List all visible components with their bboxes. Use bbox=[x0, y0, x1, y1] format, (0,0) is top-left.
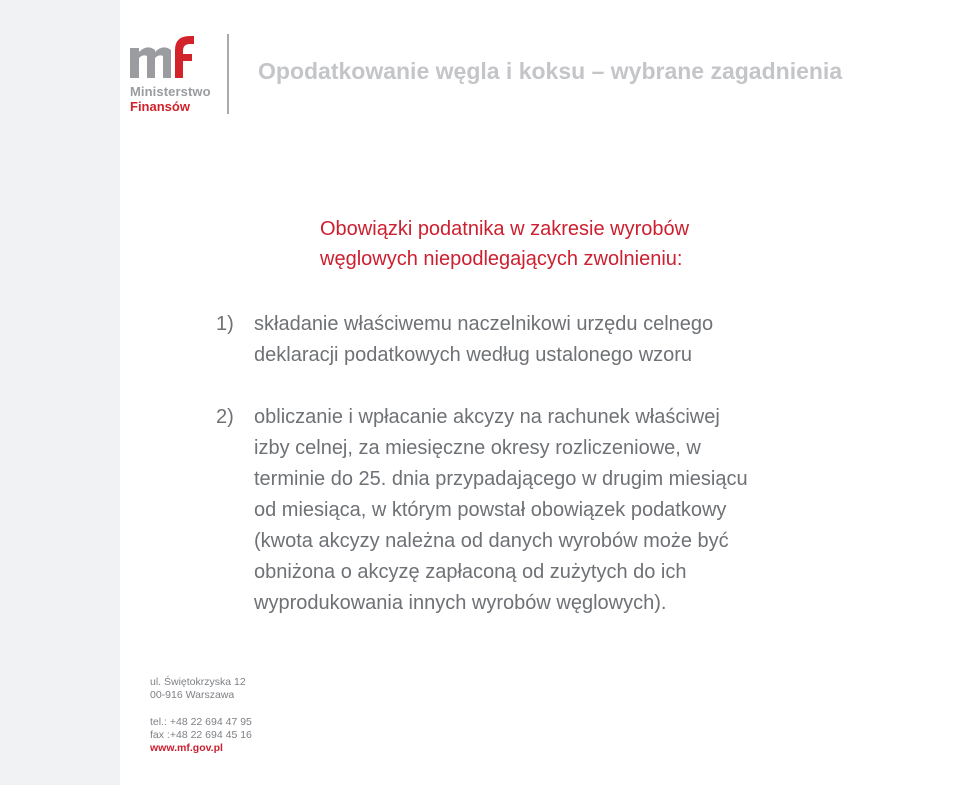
list-item-line: (kwota akcyzy należna od danych wyrobów może być bbox=[254, 530, 729, 552]
page-title: Opodatkowanie węgla i koksu – wybrane zagadnienia bbox=[258, 58, 843, 84]
section-heading-line-1: Obowiązki podatnika w zakresie wyrobów bbox=[320, 218, 690, 240]
logo-wordmark bbox=[130, 84, 211, 114]
footer-fax: fax :+48 22 694 45 16 bbox=[150, 729, 252, 741]
mf-logo-icon bbox=[128, 34, 198, 80]
logo-line-finansow: Finansów bbox=[130, 99, 190, 114]
logo-line-ministerstwo: Ministerstwo bbox=[130, 84, 211, 99]
list-item-line: deklaracji podatkowych według ustalonego wzoru bbox=[254, 344, 693, 366]
footer-spacer bbox=[150, 702, 252, 716]
list-item-line: od miesiąca, w którym powstał obowiązek podatkowy bbox=[254, 499, 727, 521]
footer-website-link[interactable]: www.mf.gov.pl bbox=[150, 742, 223, 754]
header-divider bbox=[227, 34, 229, 114]
ministry-logo bbox=[128, 34, 228, 116]
list-item-number: 1) bbox=[216, 313, 234, 335]
list-item-1 bbox=[216, 309, 916, 371]
footer-tel: tel.: +48 22 694 47 95 bbox=[150, 716, 252, 728]
section-heading bbox=[320, 214, 689, 274]
list-item-2 bbox=[216, 402, 916, 619]
section-heading-line-2: węglowych niepodlegających zwolnieniu: bbox=[320, 248, 683, 270]
list-item-line: terminie do 25. dnia przypadającego w drugim miesiącu bbox=[254, 468, 748, 490]
footer-city: 00-916 Warszawa bbox=[150, 689, 235, 701]
list-item-line: obliczanie i wpłacanie akcyzy na rachunek właściwej bbox=[254, 406, 720, 428]
list-item-number: 2) bbox=[216, 406, 234, 428]
left-sidebar-panel bbox=[0, 0, 120, 785]
list-item-line: izby celnej, za miesięczne okresy rozliczeniowe, w bbox=[254, 437, 701, 459]
footer-street: ul. Świętokrzyska 12 bbox=[150, 676, 246, 688]
list-item-line: wyprodukowania innych wyrobów węglowych). bbox=[254, 592, 667, 614]
list-item-line: obniżona o akcyzę zapłaconą od zużytych do ich bbox=[254, 561, 687, 583]
contact-footer bbox=[150, 676, 252, 755]
obligations-list bbox=[216, 309, 916, 619]
list-item-line: składanie właściwemu naczelnikowi urzędu celnego bbox=[254, 313, 714, 335]
